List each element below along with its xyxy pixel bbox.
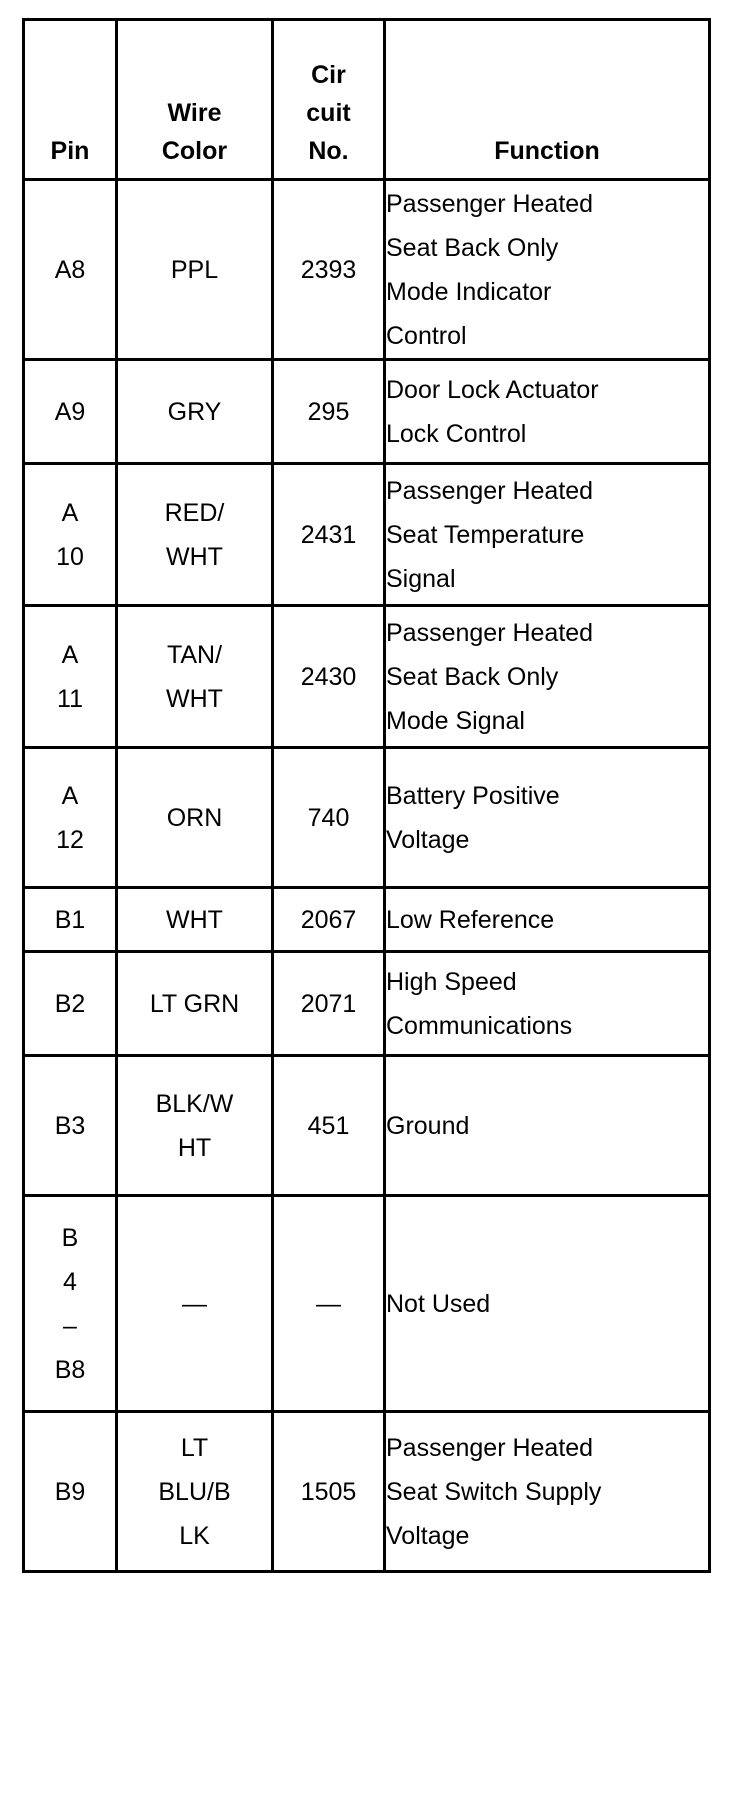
cell-pin bbox=[24, 360, 117, 464]
pin-label: A 10 bbox=[56, 498, 84, 571]
table-row bbox=[24, 1412, 710, 1572]
pin-label: B 4 – B8 bbox=[54, 1223, 86, 1384]
circuit-label: 2430 bbox=[300, 662, 357, 691]
cell-pin bbox=[24, 888, 117, 952]
cell-pin bbox=[24, 748, 117, 888]
cell-wire-color bbox=[117, 1412, 273, 1572]
cell-circuit bbox=[273, 888, 385, 952]
wire-color-label: ORN bbox=[166, 803, 223, 832]
function-label: Passenger Heated Seat Back Only Mode Signal bbox=[386, 618, 594, 735]
cell-circuit bbox=[273, 748, 385, 888]
cell-circuit bbox=[273, 1196, 385, 1412]
circuit-label: 1505 bbox=[300, 1477, 357, 1506]
header-function-label: Function bbox=[494, 137, 600, 165]
wire-color-label: LT GRN bbox=[149, 989, 240, 1018]
pin-label: B3 bbox=[54, 1111, 86, 1140]
header-function bbox=[385, 20, 710, 180]
cell-wire-color bbox=[117, 464, 273, 606]
cell-function bbox=[385, 360, 710, 464]
cell-pin bbox=[24, 1056, 117, 1196]
wire-color-label: GRY bbox=[167, 397, 222, 426]
table-row bbox=[24, 952, 710, 1056]
header-circuit-no bbox=[273, 20, 385, 180]
cell-function bbox=[385, 1412, 710, 1572]
wire-color-label: WHT bbox=[166, 905, 223, 934]
table-row bbox=[24, 180, 710, 360]
cell-function bbox=[385, 952, 710, 1056]
circuit-label: 740 bbox=[307, 803, 350, 832]
circuit-label: 295 bbox=[307, 397, 350, 426]
cell-circuit bbox=[273, 1412, 385, 1572]
pin-label: B9 bbox=[54, 1477, 86, 1506]
header-wire-color-label: Wire Color bbox=[161, 99, 228, 165]
cell-wire-color bbox=[117, 606, 273, 748]
cell-function bbox=[385, 180, 710, 360]
wire-color-label: RED/ WHT bbox=[164, 498, 225, 571]
circuit-label: — bbox=[316, 1289, 341, 1318]
cell-wire-color bbox=[117, 360, 273, 464]
cell-circuit bbox=[273, 1056, 385, 1196]
cell-wire-color bbox=[117, 952, 273, 1056]
cell-pin bbox=[24, 180, 117, 360]
table-row bbox=[24, 606, 710, 748]
function-label: Door Lock Actuator Lock Control bbox=[386, 375, 599, 448]
table-row bbox=[24, 1196, 710, 1412]
cell-function bbox=[385, 748, 710, 888]
cell-pin bbox=[24, 1196, 117, 1412]
cell-function bbox=[385, 1056, 710, 1196]
cell-pin bbox=[24, 952, 117, 1056]
pin-label: A 12 bbox=[56, 781, 84, 854]
function-label: Ground bbox=[386, 1111, 470, 1140]
cell-wire-color bbox=[117, 1196, 273, 1412]
wire-color-label: LT BLU/B LK bbox=[158, 1433, 231, 1550]
table-row bbox=[24, 748, 710, 888]
cell-wire-color bbox=[117, 888, 273, 952]
function-label: Battery Positive Voltage bbox=[386, 781, 560, 854]
cell-function bbox=[385, 888, 710, 952]
wire-color-label: — bbox=[182, 1289, 207, 1318]
header-row bbox=[24, 20, 710, 180]
cell-circuit bbox=[273, 464, 385, 606]
function-label: High Speed Communications bbox=[386, 967, 573, 1040]
table-row bbox=[24, 360, 710, 464]
cell-function bbox=[385, 606, 710, 748]
cell-circuit bbox=[273, 180, 385, 360]
header-circuit-no-label: Cir cuit No. bbox=[306, 61, 351, 165]
connector-pinout-table bbox=[22, 18, 711, 1573]
header-pin bbox=[24, 20, 117, 180]
circuit-label: 451 bbox=[307, 1111, 350, 1140]
wire-color-label: TAN/ WHT bbox=[166, 640, 223, 713]
circuit-label: 2071 bbox=[300, 989, 357, 1018]
table-row bbox=[24, 1056, 710, 1196]
pin-label: A 11 bbox=[57, 640, 83, 713]
header-pin-label: Pin bbox=[50, 137, 90, 165]
wire-color-label: BLK/W HT bbox=[155, 1089, 234, 1162]
function-label: Low Reference bbox=[386, 905, 555, 934]
cell-circuit bbox=[273, 360, 385, 464]
pin-label: A9 bbox=[54, 397, 86, 426]
cell-function bbox=[385, 1196, 710, 1412]
cell-pin bbox=[24, 606, 117, 748]
function-label: Passenger Heated Seat Temperature Signal bbox=[386, 476, 594, 593]
cell-pin bbox=[24, 1412, 117, 1572]
table-row bbox=[24, 464, 710, 606]
pin-label: B1 bbox=[54, 905, 86, 934]
circuit-label: 2067 bbox=[300, 905, 357, 934]
circuit-label: 2431 bbox=[300, 520, 357, 549]
header-wire-color bbox=[117, 20, 273, 180]
pin-label: A8 bbox=[54, 255, 86, 284]
connector-pinout-sheet bbox=[22, 18, 708, 1790]
circuit-label: 2393 bbox=[300, 255, 357, 284]
cell-wire-color bbox=[117, 180, 273, 360]
table-row bbox=[24, 888, 710, 952]
cell-function bbox=[385, 464, 710, 606]
wire-color-label: PPL bbox=[170, 255, 219, 284]
cell-wire-color bbox=[117, 1056, 273, 1196]
pin-label: B2 bbox=[54, 989, 86, 1018]
function-label: Not Used bbox=[386, 1289, 491, 1318]
cell-circuit bbox=[273, 952, 385, 1056]
cell-circuit bbox=[273, 606, 385, 748]
function-label: Passenger Heated Seat Switch Supply Voltage bbox=[386, 1433, 602, 1550]
cell-pin bbox=[24, 464, 117, 606]
function-label: Passenger Heated Seat Back Only Mode Indicator Control bbox=[386, 189, 594, 350]
cell-wire-color bbox=[117, 748, 273, 888]
